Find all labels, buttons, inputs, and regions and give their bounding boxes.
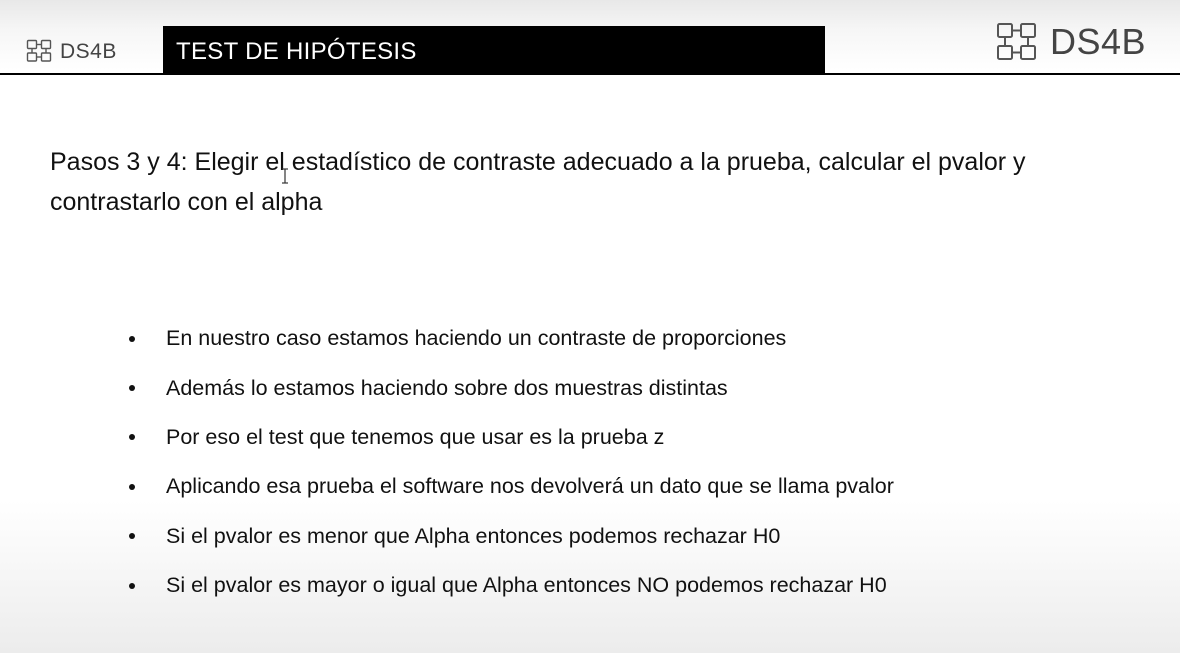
text-cursor-icon: [280, 168, 290, 184]
bullet-text: Si el pvalor es mayor o igual que Alpha entonces NO podemos rechazar H0: [166, 573, 887, 598]
bullet-text: Por eso el test que tenemos que usar es la prueba z: [166, 424, 665, 449]
bullet-dot-icon: [129, 484, 135, 490]
bullet-dot-icon: [129, 434, 135, 440]
logo-small: [26, 38, 117, 64]
cubes-logo-icon: [26, 39, 53, 63]
header-divider: [0, 73, 1180, 75]
list-item: [0, 561, 1180, 610]
logo-small-text: DS4B: [60, 39, 117, 63]
logo-large-text: DS4B: [1050, 21, 1147, 62]
bullet-dot-icon: [129, 336, 135, 342]
list-item: [0, 363, 1180, 412]
bullet-dot-icon: [129, 385, 135, 391]
cubes-logo-icon: [996, 22, 1038, 62]
bullet-text: En nuestro caso estamos haciendo un contraste de proporciones: [166, 326, 787, 351]
bullet-dot-icon: [129, 533, 135, 539]
bullet-list: [0, 314, 1180, 610]
list-item: [0, 462, 1180, 511]
logo-large: [996, 20, 1146, 64]
list-item: [0, 413, 1180, 462]
slide-title: TEST DE HIPÓTESIS: [176, 37, 417, 65]
list-item: [0, 314, 1180, 363]
slide-heading: Pasos 3 y 4: Elegir el estadístico de contraste adecuado a la prueba, calcular el pvalor y contrastarlo con el alpha: [50, 148, 1026, 216]
bullet-text: Además lo estamos haciendo sobre dos muestras distintas: [166, 375, 728, 400]
bullet-text: Si el pvalor es menor que Alpha entonces podemos rechazar H0: [166, 523, 781, 548]
bullet-text: Aplicando esa prueba el software nos devolverá un dato que se llama pvalor: [166, 474, 894, 499]
list-item: [0, 512, 1180, 561]
title-bar: [163, 26, 825, 73]
bullet-dot-icon: [129, 583, 135, 589]
